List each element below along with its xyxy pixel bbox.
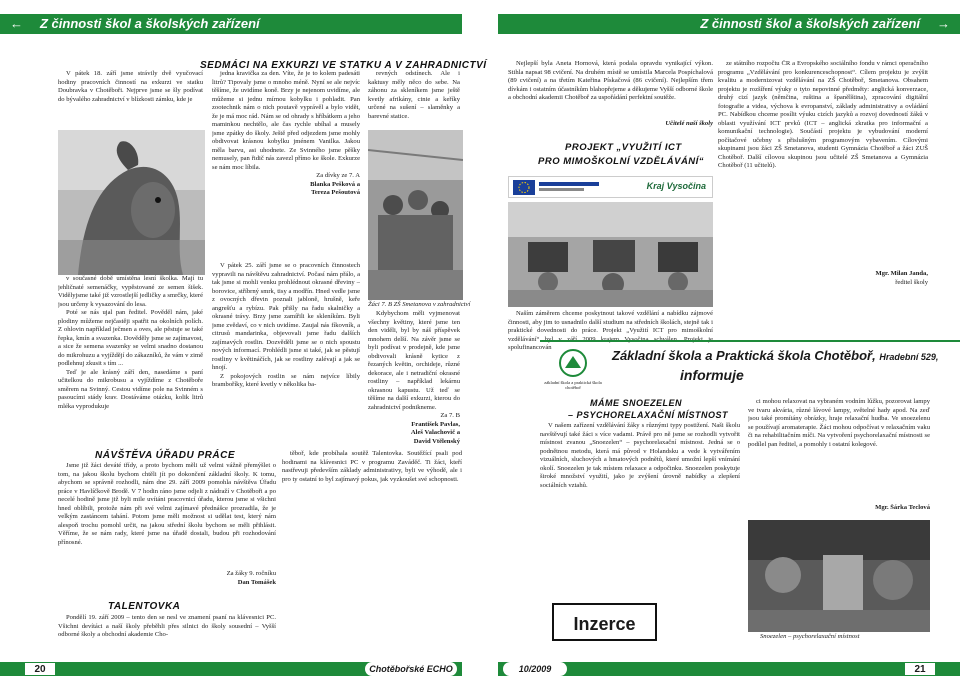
article5-body-text: V našem zařízení vzdělávání žáky s různými typy postižení. Naši školu navštěvují také žáci s více vadami. Právě pro ně jsme se rozhodli vytvořit místnost zvanou „Snoezelen“ – psychorelaxační místnost. Jedná se o podnětnou metodu, která má původ v Holandsku a vede k vytvářením vizuálních, sluchových a hmatových podnětů, které umožní lepší vnímání okolí. Snoezelen je tak místem relaxace a odpočinku. Snoezelen poskytuje široké množství využití, jako je zvýšení úrovně nabídky a zlepšení sociálních vztahů. [540,422,740,489]
page-number-left: 20 [24,662,56,676]
article5-sig: Mgr. Šárka Teclová [875,504,930,511]
article4-col2 [718,60,928,293]
article3-col [58,614,276,644]
inzerce-box: Inzerce [552,603,657,641]
school-banner [540,340,960,394]
article1-col1c: Poté se nás ujal pan ředitel. Pověděl nám, jaké plodiny můžeme nejčastěji spatřit na okolních polích. Z ohlovin například ječmen a oves, ale pěstuje se také řepka, kmín a svazenka. Dověděly jsme se zajímavost, a sice že semena svazenky se velmi snadno dostanou do mikrohuzu a vyjíždějí do zákazníků, že vám v zimě podlehnuj zkusit s tím ... [58,309,203,367]
page-number-right: 21 [904,662,936,676]
article4-signature [508,120,713,130]
snoezelen-photo [748,520,930,632]
article2-sig1: Za žáky 9. ročníku [226,570,276,577]
article1-col1b: v současné době umístěna lesní školka. Mají tu jehličnaté semenáčky, vypěstované ze semen šišek. Vidělyjsme také již vzrostlejší jedličky a smrčky, které jsou určeny k vysazování do lesa. [58,275,203,308]
header-title-left: Z činnosti škol a školských zařízení [40,16,260,31]
header-bar-left [0,14,462,34]
article5-col2 [748,398,930,506]
snoezelen-caption: Snoezelen – psychorelaxační místnost [760,633,860,640]
horse-photo [58,130,205,275]
article1-col3-bottom [368,310,460,450]
header-title-right: Z činnosti škol a školských zařízení [700,16,920,31]
article5-body [540,422,740,600]
article1-col2-top [212,70,360,260]
article5-title-line2: – PSYCHORELAXAČNÍ MÍSTNOST [568,410,729,420]
article1-col2a: jedna kravička za den. Víte, že je to kolem padesáti litrů? Tipovaly jsme o mnoho méně. Nyní se ale nejvíc těšíme, že uvidíme koně. Brzy je nejenom uvidíme, ale můžeme si jednu mírnou kobylku i pohladit. Pan zootechnik nám o nich poutavě vyprávěl a bylo vidět, že je má moc rád. Nám se od ohrady s hříbátkem a jeho maminkou nechtělo, ale čas rychle ubíhal a musely jsme zpátky do školy. Ještě před odjezdem jsme mohly obdivovat krásnou kobylku jménem Vanilka. Jakou měla barvu, asi uhodnete. Ze Svinného jsme pěšky nemusely, pan řidič nás zavezl přímo ke škole. Exkurze se nám moc líbila. [212,70,360,171]
article5-title-line1: MÁME SNOEZELEN [590,398,683,408]
greenhouse-photo [368,130,463,300]
article1-sig-a: Za dívky ze 7. A [316,172,360,179]
article1-col3-sig2: Aleš Valachovič a [410,429,460,436]
article1-col3-top [368,70,460,130]
photo-caption: Žáci 7. B ZŠ Smetanova v zahradnictví [368,301,471,308]
article1-col3a: revných odstínech. Ale i kaktusy měly něco do sebe. Na záhonu za skleníkem jsme ještě kvetly afrikány, cinie a keříky určené na sušení – slaměnky a barevné statice. [368,70,460,120]
article1-col1d: Teď je ale krásný září den, nasedáme s paní učitelkou do mikrobusu a vyjíždíme z Chotěboře směrem na Svinný. Cestou vidíme pole na Svinném s pasoucími stády krav. Dostáváme otázku, kolik litrů mléka vyprodukuje [58,368,203,410]
classroom-photo [508,202,713,307]
school-logo-text: základní škola a praktická škola chotěboř [544,380,602,390]
article1-col3-sig3: David Vtělenský [413,437,460,445]
banner-school: Základní škola a Praktická škola Chotěboř, [612,348,876,363]
article4-sig1: Mgr. Milan Janda, [875,270,928,277]
arrow-right-icon: → [937,16,950,31]
article1-sig-c: Tereza Pešoutová [311,189,360,196]
header-bar-right [498,14,960,34]
article1-col1a: V pátek 18. září jsme strávily dvě vyučovací hodiny pracovních činností na exkurzi ve statku Doubravka v Chotěboři. Nejprve jsme se šly podívat do bývalého zahradnictví v blízkosti zámku, kde je [58,70,203,103]
article4-intro [508,60,713,120]
article4-title-line1: PROJEKT „VYUŽITÍ ICT [565,142,682,153]
article2-col2-text: těboř, kde probíhala soutěž Talentovka. Soutěžící psali pod hodinami na klávesnici PC v programu Zaváděč. Ti žáci, kteří nastřevuji především základy administrativy, byli ve výhodě, ale i pro ty ostatní to byl zajímavý pokus, jak vyzkoušet své schopnosti. [282,450,462,483]
article3-title: TALENTOVKA [108,601,181,612]
article1-col1-top [58,70,203,132]
article2-col2 [282,450,462,500]
article2-body: Jsme již žáci deváté třídy, a proto bychom měli už velmi vážně přemýšlet o tom, na jakou školu bychom chtěli jít po dokončení základní školy. K tomu, abychom se správně rozhodli, nám dne 29. září 2009 pomohla návštěva Úřadu práce v Havlíčkově Brodě. V 7 hodin ráno jsme odjeli z nádraží v Chotěboři a po necelé hodině jsme již byli mile uvítáni pracovnicí úřadu, kterou jsme si všichni hned oblíbili, protože nám při své velmi zajímavé přednášce prozradila, že je velkým zastáncem tahání. Potom jsme měli možnost si udělat test, který nám alespoň trochu pomohl určit, na jakou střední školu bychom se měli přihlásit. Věříme, že se nám rady, které jsme na úřadě dostali, budou při rozhodování přínosné. [58,462,276,546]
article1-title: SEDMÁCI NA EXKURZI VE STATKU A V ZAHRADNICTVÍ [200,60,487,71]
article4-intro-text: Nejlepší byla Aneta Hornová, která podala opravdu vynikající výkon. Stihla napsat 98 cvičení. Na druhém místě se umístila Marcela Pospíchalová (89 cvičení) a na třetím Kateřina Pískačová (86 cvičení). Nejlepším třem dívkám i ostatním účastníkům blahopřejeme a děkujeme Vyšší odborné škole a obchodní akademii Chotěboř za uspořádání perfektní soutěže. [508,60,713,101]
article1-col2b: V pátek 25. září jsme se o pracovních činnostech vypravili na návštěvu zahradnictví. Počasí nám přálo, a tak jsme si mohli venku prohlédnout okrasné dřeviny – borovice, stříbrný smrk, tisy a modřín. Hned vedle jsme z ovocných dřevin poznali jabloně, hrušně, keře angrešťu a rybízu. Pak přišly na řadu skalničky a okrasné trávy. Brzy jsme zamířili ke skleníkům. Byli jsme zvědaví, co v nich uvidíme. Zaujal nás fíkovník, a citrusů mandarinka, objevovali jsme řadu dalších zajímavých rostlin. Dozvěděli jsme se o nich spoustu nových informací. Prohlédli jsme si také, jak se pěstují rostliny v květináčích, jak se rostliny zalévají a jak se hnojí. [212,262,360,371]
article4-sig2: ředitel školy [895,278,928,286]
article4-title-line2: PRO MIMOŠKOLNÍ VZDĚLÁVÁNÍ“ [538,156,705,167]
article2-signature [200,570,276,588]
article1-col1-bottom [58,275,203,455]
article1-col2c: Z pokojových rostlin se nám nejvíce líbily bramboříky, které kvetly v několika ba- [212,372,360,388]
article4-director-sig [718,270,928,290]
article4-body-text: Naším záměrem chceme poskytnout takové vzdělání a nabídku zájmové činnosti, aby jim to usnadnilo další studium na středních školách, stejně tak i praktické dovednosti do práce. Projekt „Využití ICT pro mimoškolní vzdělávání“ byl v září 2009 krajem Vysočina schválen. Projekt je spolufinancován [508,310,713,351]
banner-address: Hradební 529, [879,352,939,362]
article2-col1 [58,462,276,570]
article2-sig2: Dan Tomášek [237,578,276,586]
issue-number: 10/2009 [503,662,567,676]
footer-bar-right [498,662,960,676]
banner-school-name [612,348,938,363]
eu-logo-strip [508,176,713,198]
article3-body: Pondělí 19. září 2009 – tento den se nesl ve znamení psaní na klávesnici PC. Všichni devítáci a naší školy přeběhli přes silnici do školy sousední – Vyšší odborné školy a obchodní akademie Cho- [58,614,276,638]
article4-col2-text: ze státního rozpočtu ČR a Evropského sociálního fondu v rámci operačního programu „Vzdělávání pro konkurenceschopnost“. Cílem projektu je zvýšit kvalitu a modernizovat vzdělávání na ZŠ Chotěboř, Smetanova. Obsahem projektu je rozšíření výuky o tyto nepovinné předměty: anglická konverzace, druhý cizí jazyk (němčina, ruština a španělština), zpracování digitální fotografie a videa, výchova k evropanství, základy administrativy a ovládání PC. Nabídkou chceme posílit výuku cizích jazyků a rozvoj dovedností žáků v oblasti využívání ICT prvků (ICT – anglická zkratka pro informační a komunikační technologie). Součástí projektu je vybudování moderní počítačové učebny s přislušným programovým vybavením. Cílovými skupinami jsou žáci ZŠ Smetanova, studenti Gymnázia Chotěboř a žáci ZUŠ Chotěboř. Další cílovou skupinou jsou učitelé ZŠ Smetanova a Gymnázia Chotěboř (11 učitelů). [718,60,928,169]
banner-subtitle: informuje [680,367,744,383]
article1-col3-sig0: Za 7. B [440,412,460,419]
article4-sig: Učitelé naší školy [665,120,713,127]
article1-col2-bottom [212,262,360,442]
arrow-left-icon: ← [10,16,23,31]
article1-sig-b: Blanka Pešková a [310,180,360,188]
eu-flag-icon [511,177,606,197]
article5-signature [748,504,930,514]
article1-col3-sig1: František Pavlas, [411,420,460,428]
article1-col3b: Kdybychom měli vyjmenovat všechny květiny, které jsme ten den viděli, byl by náš příspěvek mnohem delší. Na závěr jsme se byli podívat v prodejně, kde jsme obdivovali krásně kytice z řezaných květin, orchideje, různé dekorace, ale i netradiční okrasné rostliny – například lekárnu okrasnou kapustu. Už teď se těšíme na další exkurzi, kterou do zahradnictví podnikneme. [368,310,460,411]
vysocina-logo: Kraj Vysočina [646,181,706,191]
magazine-name: Chotěbořské ECHO [365,662,457,676]
article2-title: NÁVŠTĚVA ÚŘADU PRÁCE [95,450,236,461]
article5-col2-text: ci mohou relaxovat na vybraném vodním lůžku, pozorovat lampy ve tvaru akvária, různé lávové lampy, světelné hady apod. Na zeď jsou také promítány obrázky, hraje relaxační hudba. Ve snoezelenu se používají aromaterapie. Žáci mohou odpočívat v relaxačním vaku či na rehabilitačním míči. Na vytvoření psychorelaxační místnosti se podílel pan ředitel, a pomohly i ostatní kolegové. [748,398,930,448]
